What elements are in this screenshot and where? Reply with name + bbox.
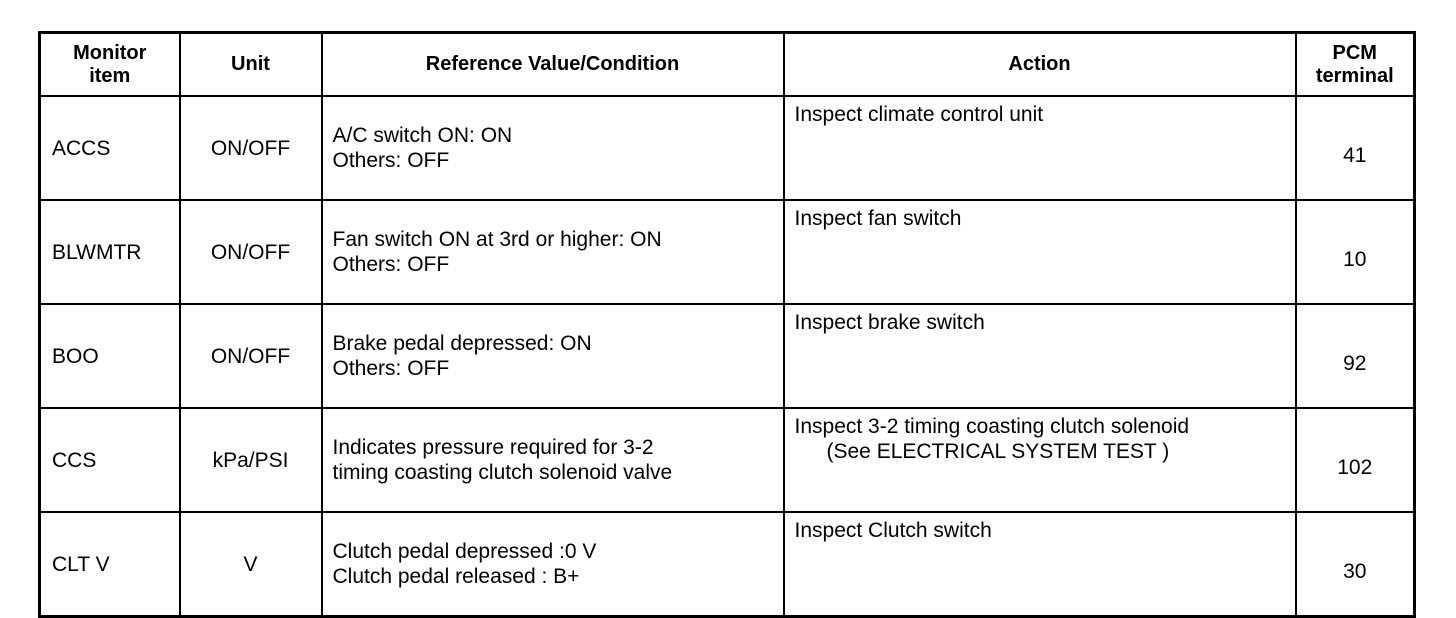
header-unit: Unit: [180, 33, 322, 97]
unit-cell: ON/OFF: [180, 304, 322, 408]
table-row: [40, 96, 1415, 200]
action-cell: Inspect fan switch: [784, 200, 1296, 304]
terminal-cell: 102: [1296, 408, 1415, 512]
monitor-table: [38, 31, 1416, 618]
action-cell: Inspect brake switch: [784, 304, 1296, 408]
action-cell: Inspect Clutch switch: [784, 512, 1296, 617]
condition-cell: A/C switch ON: ON Others: OFF: [322, 96, 784, 200]
condition-cell: Indicates pressure required for 3-2 timing coasting clutch solenoid valve: [322, 408, 784, 512]
header-action: Action: [784, 33, 1296, 97]
unit-cell: ON/OFF: [180, 200, 322, 304]
unit-cell: ON/OFF: [180, 96, 322, 200]
terminal-cell: 30: [1296, 512, 1415, 617]
condition-cell: Clutch pedal depressed :0 V Clutch pedal released : B+: [322, 512, 784, 617]
monitor-item-cell: BOO: [40, 304, 180, 408]
header-reference: Reference Value/Condition: [322, 33, 784, 97]
monitor-item-cell: CLT V: [40, 512, 180, 617]
monitor-item-cell: CCS: [40, 408, 180, 512]
monitor-item-cell: ACCS: [40, 96, 180, 200]
terminal-cell: 92: [1296, 304, 1415, 408]
header-monitor-item: Monitor item: [40, 33, 180, 97]
table-row: [40, 200, 1415, 304]
condition-cell: Brake pedal depressed: ON Others: OFF: [322, 304, 784, 408]
condition-cell: Fan switch ON at 3rd or higher: ON Others: OFF: [322, 200, 784, 304]
table-row: [40, 408, 1415, 512]
table-row: [40, 304, 1415, 408]
terminal-cell: 41: [1296, 96, 1415, 200]
header-pcm-terminal: PCM terminal: [1296, 33, 1415, 97]
monitor-item-cell: BLWMTR: [40, 200, 180, 304]
header-row: [40, 33, 1415, 97]
action-cell: Inspect climate control unit: [784, 96, 1296, 200]
unit-cell: V: [180, 512, 322, 617]
terminal-cell: 10: [1296, 200, 1415, 304]
action-cell: Inspect 3-2 timing coasting clutch solenoid (See ELECTRICAL SYSTEM TEST ): [784, 408, 1296, 512]
monitor-table-container: [38, 31, 1416, 618]
table-row: [40, 512, 1415, 617]
unit-cell: kPa/PSI: [180, 408, 322, 512]
